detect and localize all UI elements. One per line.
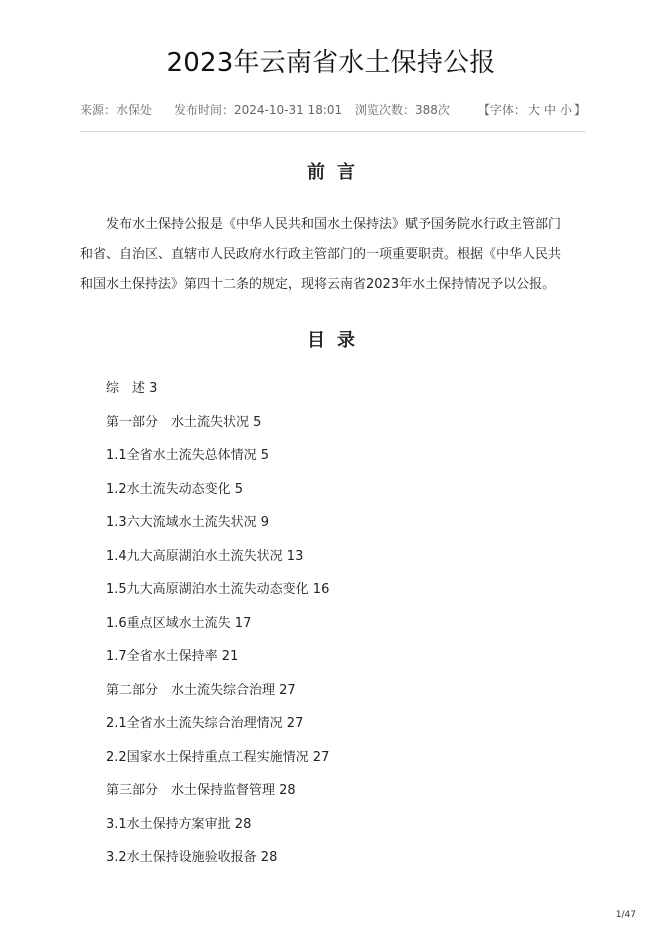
font-size-close: 】	[573, 103, 586, 117]
font-size-open: 【字体：	[477, 103, 526, 117]
table-of-contents	[106, 378, 566, 881]
publish-time: 发布时间：2024-10-31 18:01	[174, 103, 343, 117]
preface-line: 和国水土保持法》第四十二条的规定，现将云南省2023年水土保持情况予以公报。	[80, 277, 556, 292]
font-size-controls	[478, 98, 586, 122]
toc-item: 综 述 3	[106, 381, 158, 396]
view-count: 浏览次数：388次	[355, 103, 450, 117]
font-size-small-button[interactable]: 小	[559, 103, 572, 117]
page-title: 2023年云南省水土保持公报	[166, 48, 496, 78]
toc-item: 第一部分 水土流失状况 5	[106, 414, 262, 430]
toc-item: 3.2水土保持设施验收报备 28	[106, 850, 278, 865]
toc-item: 1.2水土流失动态变化 5	[106, 481, 244, 497]
toc-item: 第二部分 水土流失综合治理 27	[106, 682, 296, 698]
article-meta	[80, 98, 586, 122]
toc-item: 第三部分 水土保持监督管理 28	[106, 783, 296, 798]
toc-item: 2.2国家水土保持重点工程实施情况 27	[106, 749, 330, 765]
toc-item: 1.1全省水土流失总体情况 5	[106, 448, 270, 463]
preface-line: 发布水土保持公报是《中华人民共和国水土保持法》赋予国务院水行政主管部门	[106, 217, 562, 232]
font-size-medium-button[interactable]: 中	[543, 103, 556, 117]
header-divider	[80, 131, 586, 132]
source-label: 来源：水保处	[80, 103, 153, 117]
toc-item: 1.7全省水土保持率 21	[106, 649, 239, 664]
toc-item: 1.6重点区域水土流失 17	[106, 615, 252, 631]
toc-item: 3.1水土保持方案审批 28	[106, 816, 252, 832]
toc-item: 2.1全省水土流失综合治理情况 27	[106, 716, 304, 731]
toc-item: 1.5九大高原湖泊水土流失动态变化 16	[106, 582, 330, 597]
toc-item: 1.4九大高原湖泊水土流失状况 13	[106, 548, 304, 564]
toc-item: 1.3六大流域水土流失状况 9	[106, 515, 270, 530]
page-indicator: 1/47	[615, 910, 636, 920]
preface-line: 和省、自治区、直辖市人民政府水行政主管部门的一项重要职责。根据《中华人民共	[80, 247, 562, 262]
preface-paragraph	[80, 210, 580, 300]
toc-heading: 目录	[307, 330, 367, 351]
preface-heading: 前言	[307, 162, 367, 183]
font-size-large-button[interactable]: 大	[527, 103, 540, 117]
